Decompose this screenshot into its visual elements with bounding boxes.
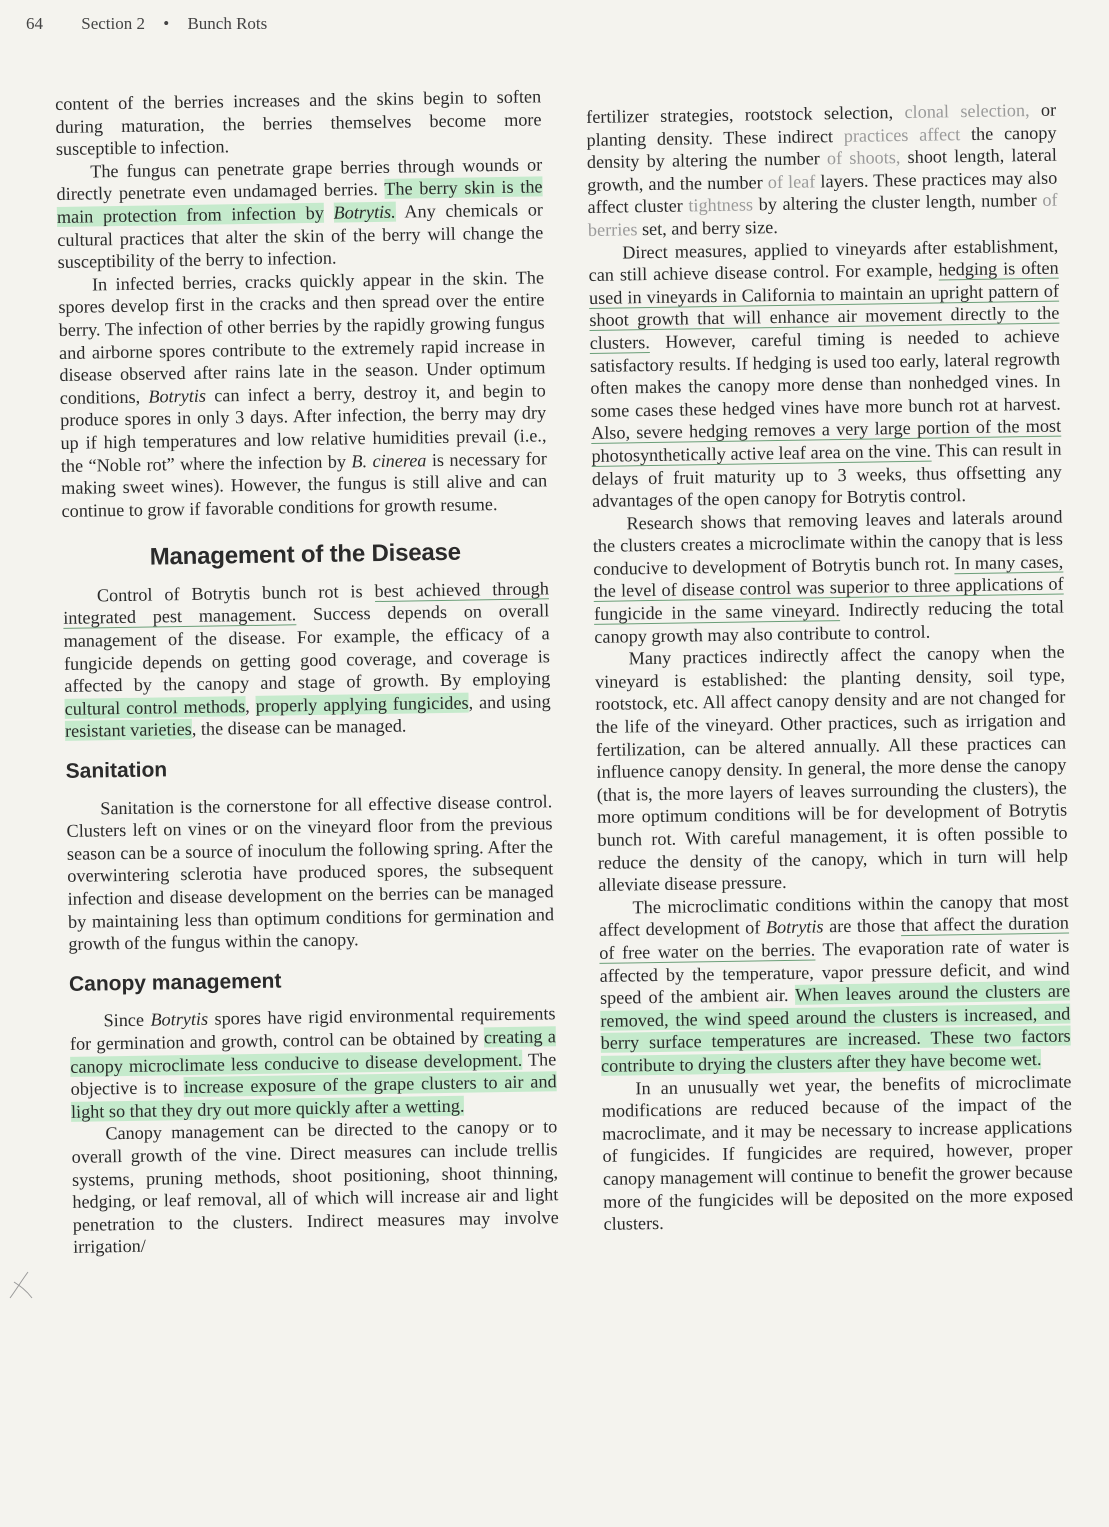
text-run: The microclimatic conditions within the canopy that most affect development of [598, 890, 1069, 941]
faded-text: of berries [587, 189, 1058, 240]
text-run: , and using [468, 691, 551, 713]
faded-text: practices affect [843, 123, 961, 146]
text-run: Research shows that removing leaves and laterals around the clusters creates a microclimate within the canopy that is less conducive to development of Botrytis bunch rot. [592, 506, 1064, 579]
text-run: The evaporation rate of water is affected by the temperature, vapor pressure deficit, and wind speed of the ambient air. [599, 935, 1070, 1009]
paragraph [63, 577, 551, 743]
pen-mark-icon [6, 1268, 36, 1304]
text-run: In infected berries, cracks quickly appear in the skin. The spores develop first in the cracks and then spread over the entire berry. The infection of other berries by the rapidly growing fungus and airborne spores contribute to the extremely rapid increase in disease observed after rains late in the season. Under optimum conditions, [58, 267, 546, 408]
text-run: spores have rigid environmental requirements for germination and growth, control can be obtained by [69, 1003, 556, 1054]
faded-text: of leaf [767, 171, 816, 192]
highlighted-text: properly applying fungicides [255, 692, 469, 716]
text-run: , [245, 695, 250, 716]
paragraph [55, 85, 542, 160]
highlighted-text: increase exposure of the grape clusters to air and light so that they dry out more quickly after a wetting. [70, 1071, 557, 1122]
paragraph [69, 1003, 557, 1124]
text-run: , the disease can be managed. [191, 715, 407, 740]
paragraph [586, 99, 1058, 242]
text-run: by altering the cluster length, number [758, 190, 1037, 215]
italic-text: Botrytis [765, 916, 824, 938]
section-label: Section 2 [81, 14, 145, 33]
text-run: Many practices indirectly affect the canopy when the vineyard is established: the planting density, soil type, rootstock, etc. All affect canopy density and are not changed for the life of the vineyard. Other practices, such as irrigation and fertilization, can be altered annually. All these practices can influence canopy density. In general, the more dense the canopy (that is, the more layers of leaves surrounding the clusters), the more optimum conditions will be for development of Botrytis bunch rot. With careful management, it is often possible to reduce the density of the canopy, which in turn will help alleviate disease pressure. [594, 641, 1068, 896]
page-number: 64 [26, 14, 43, 33]
text-run: Since [103, 1010, 145, 1031]
right-column [586, 99, 1074, 1236]
paragraph [595, 641, 1069, 897]
text-run: can infect a berry, destroy it, and begin to produce spores in only 3 days. After infection, the berry may dry up if high temperatures and low relative humidities prevail (i.e., the “Noble rot” where the infection by [59, 380, 547, 476]
text-run: Any chemicals or cultural practices that alter the skin of the berry will change the susceptibility of the berry to infection. [57, 199, 544, 273]
underlined-text: Also, severe hedging removes a very large portion of the most photosynthetically active leaf area on the vine. [590, 415, 1062, 466]
highlighted-text: resistant varieties [64, 719, 192, 742]
header-separator: • [163, 14, 170, 33]
text-run: content of the berries increases and the skins begin to soften during maturation, the berries themselves become more susceptible to infection. [55, 86, 542, 160]
italic-text: Botrytis [148, 385, 207, 407]
text-run: The fungus can penetrate grape berries through wounds or directly penetrate even undamaged berries. [56, 154, 543, 205]
paragraph [598, 889, 1071, 1077]
paragraph [58, 266, 548, 522]
section-heading: Management of the Disease [149, 538, 462, 571]
text-run: or planting density. These indirect [586, 99, 1057, 150]
faded-text: of shoots, [826, 147, 901, 169]
text-run: are those [828, 915, 896, 937]
italic-text: B. cinerea [351, 449, 427, 471]
text-run: set, and berry size. [641, 216, 778, 240]
faded-text: clonal selection, [904, 100, 1030, 122]
text-run: In an unusually wet year, the benefits of microclimate modifications are reduced because of the impact of the macroclimate, and it may be necessary to increase applications of fungicides. If fungicides are required, however, proper canopy management will continue to benefit the grower because more of the fungicides will be deposited on the more exposed clusters. [601, 1071, 1074, 1234]
text-run: This can result in delays of fruit maturity up to 3 weeks, thus offsetting any advantages of the open canopy for Botrytis control. [591, 438, 1062, 512]
underlined-text: that affect the duration of free water on the berries. [599, 912, 1070, 963]
subsection-heading: Canopy management [68, 969, 282, 996]
text-run: is necessary for making sweet wines). However, the fungus is still alive and can continue to grow if favorable conditions for growth resume. [61, 447, 548, 521]
subsection-heading: Sanitation [65, 758, 168, 783]
text-run: shoot length, lateral growth, and the number [587, 144, 1057, 195]
paragraph [588, 234, 1062, 512]
text-run: Success depends on overall management of the disease. For example, the efficacy of a fungicide depends on getting good coverage, and coverage is affected by the canopy and stage of growth. By employing [63, 600, 551, 697]
highlighted-italic-text: Botrytis. [333, 201, 396, 223]
highlighted-text: cultural control methods [64, 695, 246, 719]
underlined-text: In many cases, the level of disease control was superior to three applications of fungicide in the same vineyard. [593, 551, 1064, 624]
text-run: Indirectly reducing the total canopy growth may also contribute to control. [594, 596, 1065, 647]
paragraph [592, 505, 1064, 648]
text-run: Control of Botrytis bunch rot is [96, 581, 363, 606]
text-run: The objective is to [70, 1048, 557, 1100]
text-run: layers. These practices may also affect cluster [587, 167, 1058, 218]
text-run: Direct measures, applied to vineyards after establishment, can still achieve disease control. For example, [588, 235, 1059, 286]
underlined-text: hedging is often used in vineyards in California to maintain an upright pattern of shoot growth that will enhance air movement directly to the clusters. [588, 257, 1060, 353]
text-run: Sanitation is the cornerstone for all effective disease control. Clusters left on vines or on the vineyard floor from the previous season can be a source of inoculum the following spring. After the overwintering sclerotia have produced spores, the subsequent infection and disease development on the berries can be managed by maintaining less than optimum conditions for germination and growth of the fungus within the canopy. [66, 790, 555, 955]
highlighted-text: When leaves around the clusters are removed, the wind speed around the clusters is increased, and berry surface temperatures are increased. These two factors contribute to drying the clusters after they have become wet. [600, 980, 1071, 1076]
highlighted-text: creating a canopy microclimate less conducive to disease development. [70, 1026, 557, 1077]
text-run: Canopy management can be directed to the canopy or to overall growth of the vine. Direct measures can include trellis systems, pruning methods, shoot positioning, shoot thinning, hedging, or leaf removal, all of which will increase air and light penetration to the clusters. Indirect measures may involve irrigation/ [71, 1116, 559, 1258]
text-run: However, careful timing is needed to achieve satisfactory results. If hedging is used too early, lateral regrowth often makes the canopy more dense than nonhedged vines. In some cases these hedged vines have more bunch rot at harvest. [589, 325, 1061, 421]
left-column [55, 85, 559, 1258]
paragraph [66, 790, 554, 956]
italic-text: Botrytis [150, 1009, 209, 1030]
underlined-text: best achieved through integrated pest management. [63, 578, 549, 629]
chapter-title: Bunch Rots [187, 14, 268, 33]
highlighted-text: The berry skin is the main protection from infection by [56, 176, 543, 227]
text-run: fertilizer strategies, rootstock selection, [586, 102, 894, 127]
running-head [26, 14, 267, 34]
paragraph [56, 153, 544, 274]
paragraph [71, 1116, 559, 1259]
text-run: the canopy density by altering the number [586, 122, 1057, 173]
paragraph [601, 1070, 1073, 1236]
faded-text: tightness [688, 194, 754, 216]
